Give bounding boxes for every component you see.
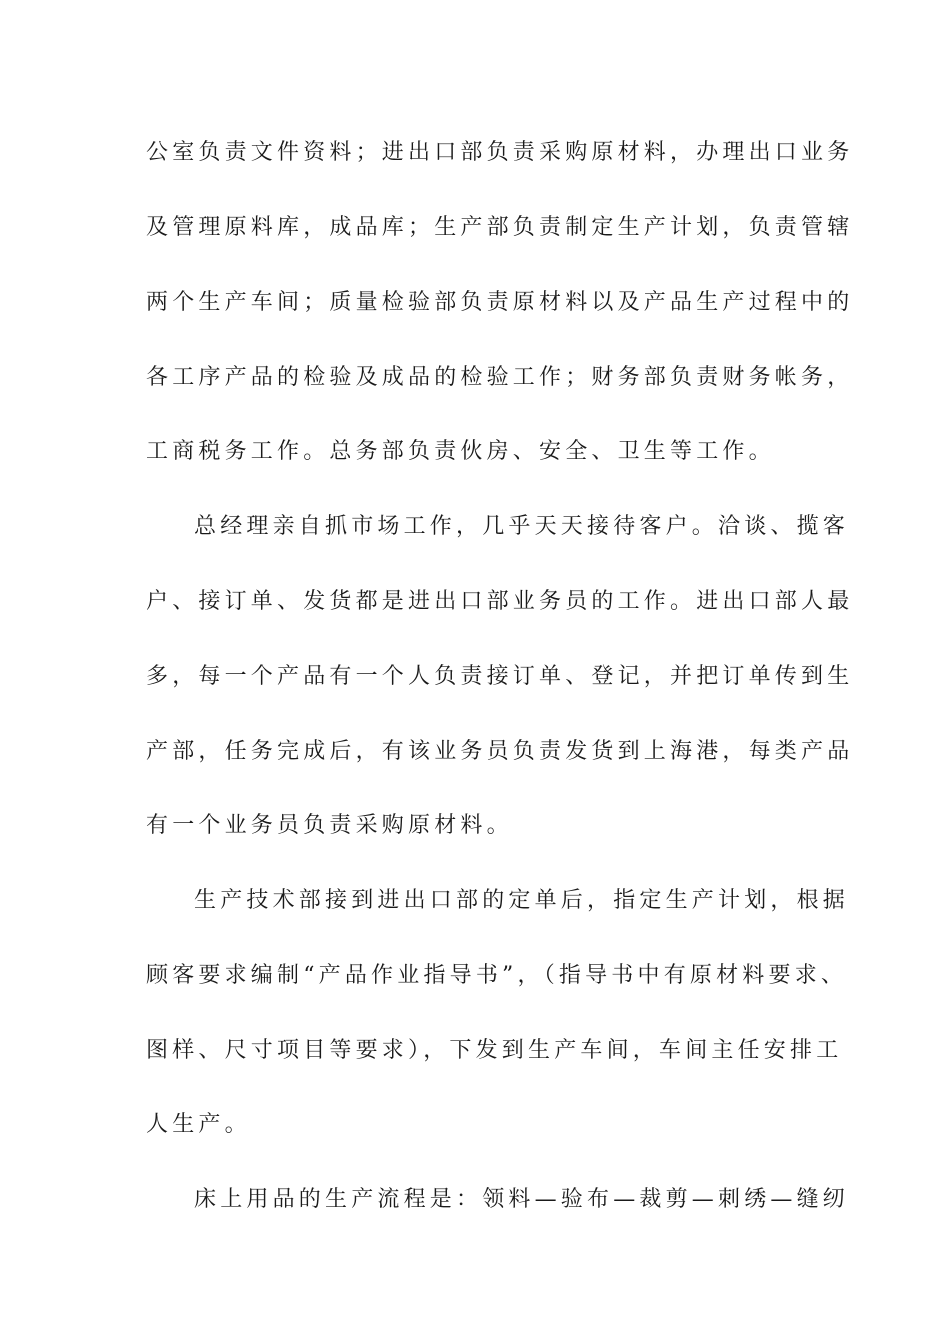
- paragraph-start-line: 床上用品的生产流程是：领料—验布—裁剪—刺绣—缝纫: [194, 1187, 850, 1212]
- paragraph-start-line: 生产技术部接到进出口部的定单后，指定生产计划，根据: [194, 888, 850, 913]
- text-line: 有一个业务员负责采购原材料。: [146, 813, 513, 838]
- text-line: 户、接订单、发货都是进出口部业务员的工作。进出口部人最: [146, 589, 854, 614]
- text-line: 工商税务工作。总务部负责伙房、安全、卫生等工作。: [146, 439, 775, 464]
- text-line: 人生产。: [146, 1112, 251, 1137]
- text-line: 各工序产品的检验及成品的检验工作；财务部负责财务帐务，: [146, 365, 854, 390]
- text-line: 图样、尺寸项目等要求），下发到生产车间，车间主任安排工: [146, 1038, 843, 1063]
- text-line: 多，每一个产品有一个人负责接订单、登记，并把订单传到生: [146, 664, 854, 689]
- text-line: 顾客要求编制“产品作业指导书”，（指导书中有原材料要求、: [146, 963, 848, 988]
- paragraph-start-line: 总经理亲自抓市场工作，几乎天天接待客户。洽谈、揽客: [194, 514, 850, 539]
- text-line: 公室负责文件资料；进出口部负责采购原材料，办理出口业务: [146, 140, 854, 165]
- text-line: 及管理原料库，成品库；生产部负责制定生产计划，负责管辖: [146, 215, 854, 240]
- text-line: 产部，任务完成后，有该业务员负责发货到上海港，每类产品: [146, 739, 854, 764]
- text-line: 两个生产车间；质量检验部负责原材料以及产品生产过程中的: [146, 290, 854, 315]
